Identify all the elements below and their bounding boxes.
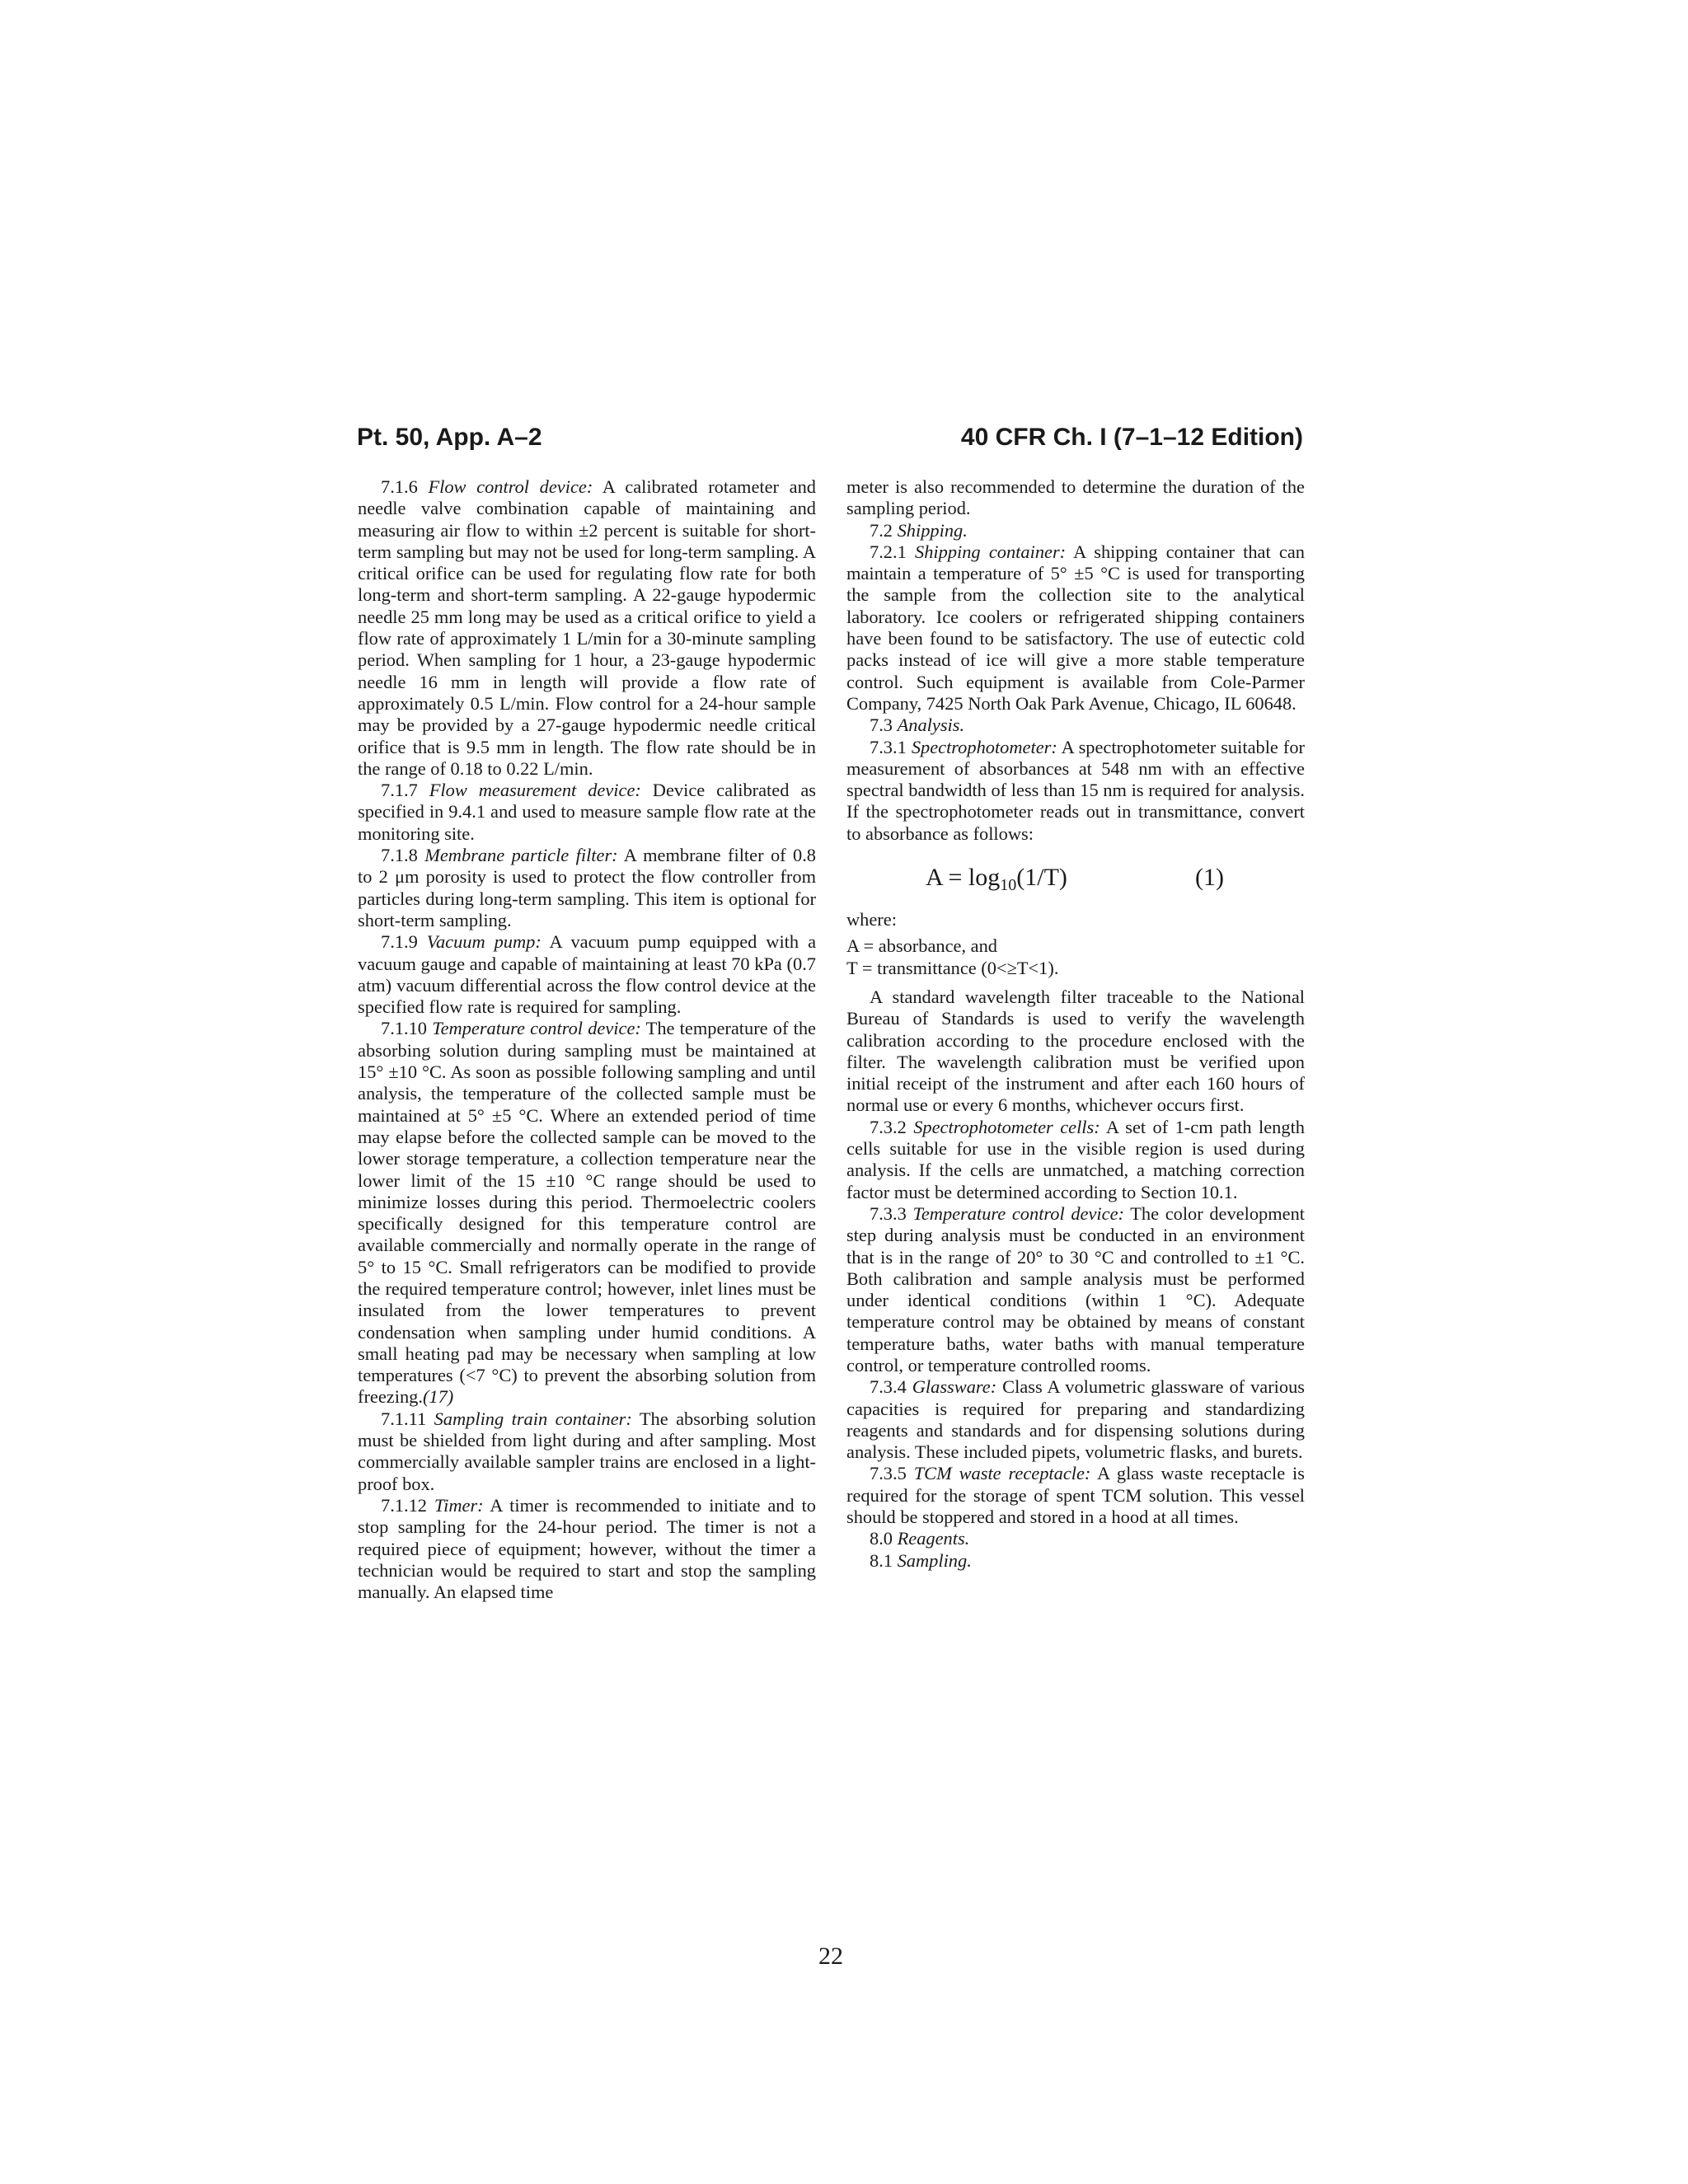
heading-8-0: 8.0 Reagents.	[870, 1528, 970, 1549]
paragraph-7-3-1: 7.3.1 Spectrophotometer: A spectrophotometer suitable for measurement of absorbances at 548 nm with an effective spectral bandwidth of less than 15 nm is required for analysis. If the spectrophotometer reads out in transmittance, convert to absorbance as follows:	[846, 736, 1305, 844]
page-number: 22	[818, 1943, 843, 1970]
paragraph-7-1-11: 7.1.11 Sampling train container: The absorbing solution must be shielded from light during and after sampling. Most commercially available sampler trains are enclosed in a light-proof box.	[358, 1408, 816, 1494]
paragraph-7-1-12: 7.1.12 Timer: A timer is recommended to initiate and to stop sampling for the 24-hour period. The timer is not a required piece of equipment; however, without the timer a technician would be required to start and stop the sampling manually. An elapsed time	[358, 1494, 816, 1603]
heading-8-1: 8.1 Sampling.	[870, 1549, 972, 1571]
left-column	[358, 476, 816, 1603]
reference-17: (17)	[422, 1386, 454, 1408]
absorbance-equation: $A = \log_{10}(1/T)$ (1)	[846, 851, 1305, 904]
paragraph-7-2-1: 7.2.1 Shipping container: A shipping container that can maintain a temperature of 5° ±5 °C is used for transporting the sample from the collection site to the analytical laboratory. Ice coolers or refrigerated shipping containers have been found to be satisfactory. The use of eutectic cold packs instead of ice will give a more stable temperature control. Such equipment is available from Cole-Parmer Company, 7425 North Oak Park Avenue, Chicago, IL 60648.	[846, 541, 1306, 714]
running-header-right: 40 CFR Ch. I (7–1–12 Edition)	[960, 424, 1303, 451]
paragraph-7-3-4: 7.3.4 Glassware: Class A volumetric glassware of various capacities is required for preparing and standardizing reagents and standards and for dispensing solutions during analysis. These included pipets, volumetric flasks, and burets.	[846, 1376, 1305, 1463]
heading-7-3: 7.3 Analysis.	[870, 715, 965, 736]
paragraph-continuation: meter is also recommended to determine the duration of the sampling period.	[846, 476, 1305, 519]
paragraph-7-3-2: 7.3.2 Spectrophotometer cells: A set of 1-cm path length cells suitable for use in the visible region is used during analysis. If the cells are unmatched, a matching correction factor must be determined according to Section 10.1.	[846, 1116, 1305, 1202]
paragraph-standard-filter: A standard wavelength filter traceable to the National Bureau of Standards is used to verify the wavelength calibration according to the procedure enclosed with the filter. The wavelength calibration must be verified upon initial receipt of the instrument and after each 160 hours of normal use or every 6 months, whichever occurs first.	[846, 986, 1305, 1116]
where-label: where:	[846, 909, 897, 930]
equation-number: (1)	[1195, 864, 1224, 892]
paragraph-7-3-5: 7.3.5 TCM waste receptacle: A glass waste receptacle is required for the storage of spent TCM solution. This vessel should be stoppered and stored in a hood at all times.	[846, 1463, 1305, 1528]
definition-t: T = transmittance (0<≥T<1).	[846, 957, 1059, 978]
paragraph-7-1-7: 7.1.7 Flow measurement device: Device calibrated as specified in 9.4.1 and used to measure sample flow rate at the monitoring site.	[358, 780, 816, 844]
running-header-left: Pt. 50, App. A–2	[357, 424, 542, 451]
paragraph-7-3-3: 7.3.3 Temperature control device: The color development step during analysis must be conducted in an environment that is in the range of 20° to 30 °C and controlled to ±1 °C. Both calibration and sample analysis must be performed under identical conditions (within 1 °C). Adequate temperature control may be obtained by means of constant temperature baths, water baths with manual temperature control, or temperature controlled rooms.	[846, 1202, 1306, 1376]
paragraph-7-1-8: 7.1.8 Membrane particle filter: A membrane filter of 0.8 to 2 μm porosity is used to protect the flow controller from particles during long-term sampling. This item is optional for short-term sampling.	[358, 845, 816, 930]
definition-a: A = absorbance, and	[846, 935, 997, 957]
right-column	[846, 476, 1305, 1572]
paragraph-7-1-9: 7.1.9 Vacuum pump: A vacuum pump equipped with a vacuum gauge and capable of maintaining at least 70 kPa (0.7 atm) vacuum differential across the flow control device at the specified flow rate is required for sampling.	[358, 931, 817, 1018]
heading-7-2: 7.2 Shipping.	[870, 519, 968, 541]
paragraph-7-1-10: 7.1.10 Temperature control device: The temperature of the absorbing solution during sampling must be maintained at 15° ±10 °C. As soon as possible following sampling and until analysis, the temperature of the collected sample must be maintained at 5° ±5 °C. Where an extended period of time may elapse before the collected sample can be moved to the lower storage temperature, a collection temperature near the lower limit of the 15 ±10 °C range should be used to minimize losses during this period. Thermoelectric coolers specifically designed for this temperature control are available commercially and normally operate in the range of 5° to 15 °C. Small refrigerators can be modified to provide the required temperature control; however, inlet lines must be insulated from the lower temperatures to prevent condensation when sampling under humid conditions. A small heating pad may be necessary when sampling at low temperatures (<7 °C) to prevent the absorbing solution from freezing.(17)	[358, 1018, 816, 1408]
paragraph-7-1-6: 7.1.6 Flow control device: A calibrated rotameter and needle valve combination capable of maintaining and measuring air flow to within ±2 percent is suitable for short-term sampling but may not be used for long-term sampling. A critical orifice can be used for regulating flow rate for both long-term and short-term sampling. A 22-gauge hypodermic needle 25 mm long may be used as a critical orifice to yield a flow rate of approximately 1 L/min for a 30-minute sampling period. When sampling for 1 hour, a 23-gauge hypodermic needle 16 mm in length will provide a flow rate of approximately 0.5 L/min. Flow control for a 24-hour sample may be provided by a 27-gauge hypodermic needle critical orifice that is 9.5 mm in length. The flow rate should be in the range of 0.18 to 0.22 L/min.	[358, 476, 816, 779]
